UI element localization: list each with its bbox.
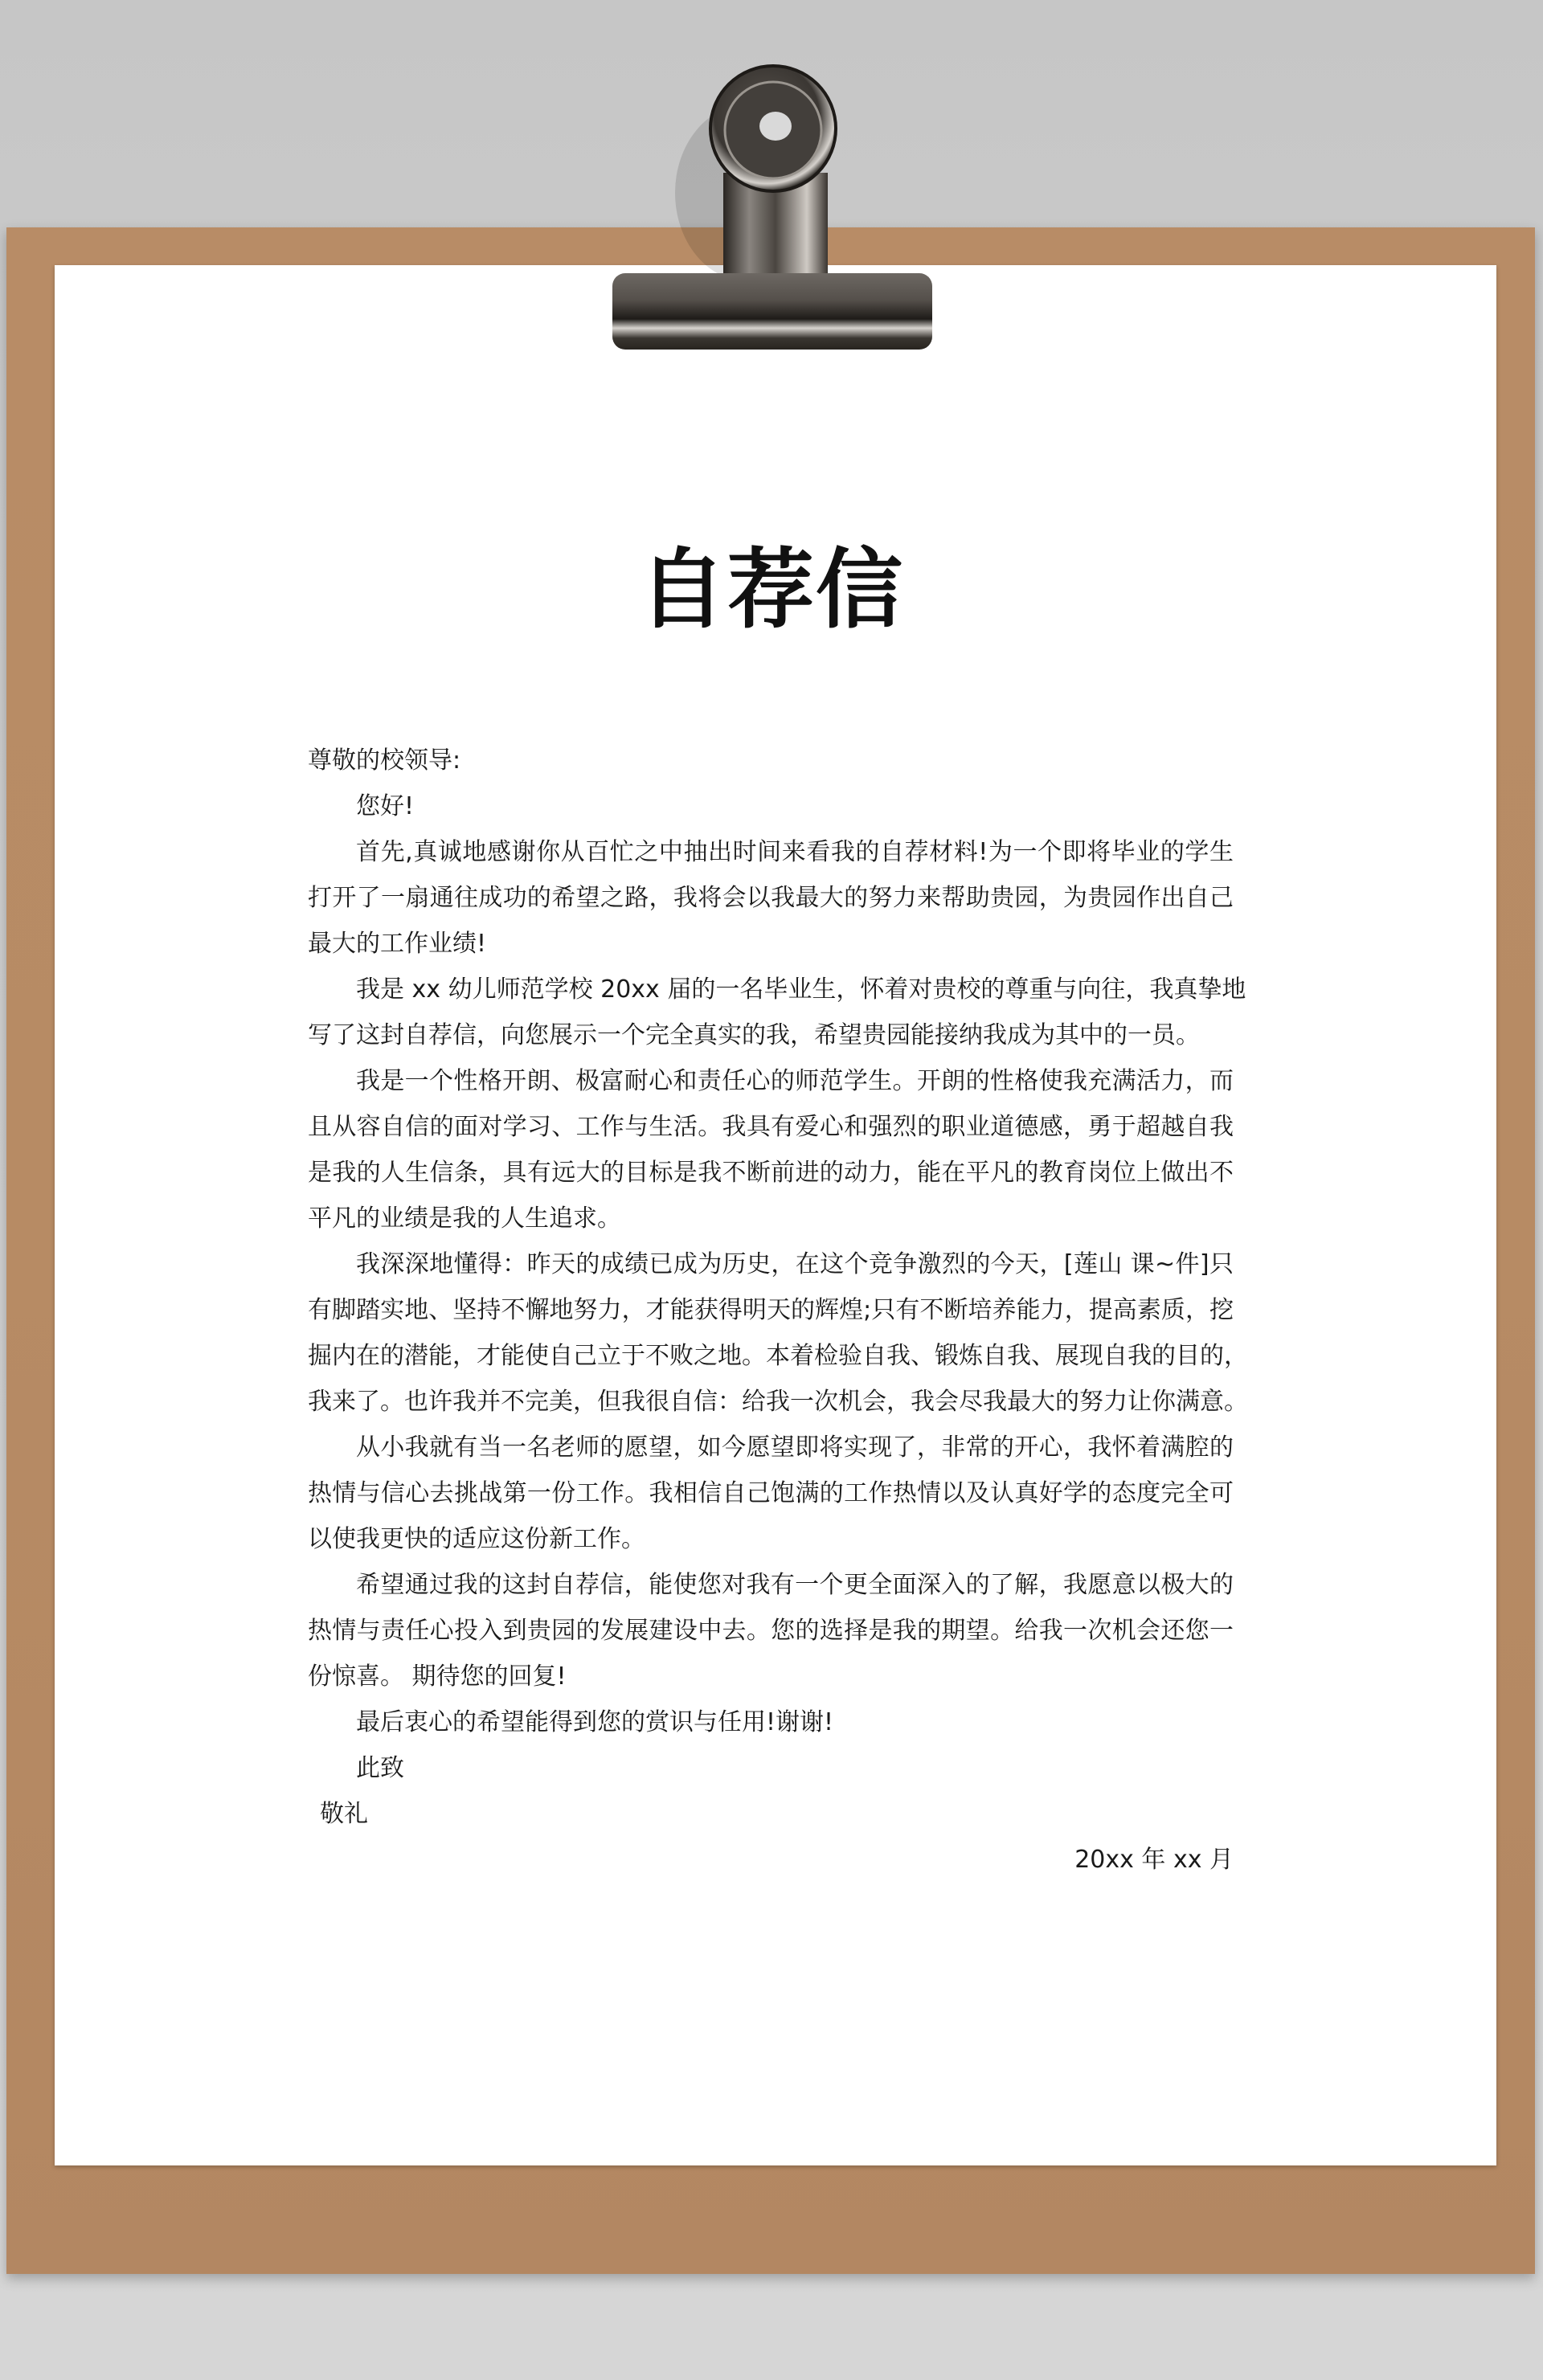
letter-line: 掘内在的潜能，才能使自己立于不败之地。本着检验自我、锻炼自我、展现自我的目的， [308,1342,1248,1370]
letter-date: 20xx 年 xx 月 [1074,1846,1234,1874]
letter-line: 我是 xx 幼儿师范学校 20xx 届的一名毕业生，怀着对贵校的尊重与向往，我真挚地 [356,975,1246,1004]
letter-line: 我来了。也许我并不完美，但我很自信：给我一次机会，我会尽我最大的努力让你满意。 [308,1388,1248,1416]
letter-line: 热情与责任心投入到贵园的发展建设中去。您的选择是我的期望。给我一次机会还您一 [308,1617,1234,1645]
letter-line: 敬礼 [320,1800,368,1828]
letter-line: 此致 [356,1754,404,1782]
letter-line: 尊敬的校领导: [308,746,461,775]
letter-line: 平凡的业绩是我的人生追求。 [308,1204,621,1233]
letter-line: 有脚踏实地、坚持不懈地努力，才能获得明天的辉煌;只有不断培养能力，提高素质，挖 [308,1296,1234,1324]
letter-line: 且从容自信的面对学习、工作与生活。我具有爱心和强烈的职业道德感，勇于超越自我 [308,1113,1234,1141]
page-title: 自荐信 [638,540,904,640]
letter-line: 热情与信心去挑战第一份工作。我相信自己饱满的工作热情以及认真好学的态度完全可 [308,1479,1234,1507]
letter-line: 是我的人生信条，具有远大的目标是我不断前进的动力，能在平凡的教育岗位上做出不 [308,1159,1234,1187]
binder-clip-icon [0,0,1543,378]
letter-line: 希望通过我的这封自荐信，能使您对我有一个更全面深入的了解，我愿意以极大的 [356,1571,1234,1599]
letter-line: 我是一个性格开朗、极富耐心和责任心的师范学生。开朗的性格使我充满活力，而 [356,1067,1234,1095]
letter-line: 份惊喜。 期待您的回复! [308,1662,567,1691]
letter-line: 我深深地懂得：昨天的成绩已成为历史，在这个竞争激烈的今天，[莲山 课~件]只 [356,1250,1234,1278]
letter-line: 打开了一扇通往成功的希望之路，我将会以我最大的努力来帮助贵园，为贵园作出自己 [308,884,1234,912]
letter-line: 最大的工作业绩! [308,930,487,958]
letter-line: 首先,真诚地感谢你从百忙之中抽出时间来看我的自荐材料!为一个即将毕业的学生 [356,838,1234,866]
letter-line: 从小我就有当一名老师的愿望，如今愿望即将实现了，非常的开心，我怀着满腔的 [356,1433,1234,1462]
letter-line: 写了这封自荐信，向您展示一个完全真实的我，希望贵园能接纳我成为其中的一员。 [308,1021,1200,1049]
letter-line: 最后衷心的希望能得到您的赏识与任用!谢谢! [356,1708,834,1736]
letter-line: 您好! [356,792,415,820]
letter-line: 以使我更快的适应这份新工作。 [308,1525,645,1553]
